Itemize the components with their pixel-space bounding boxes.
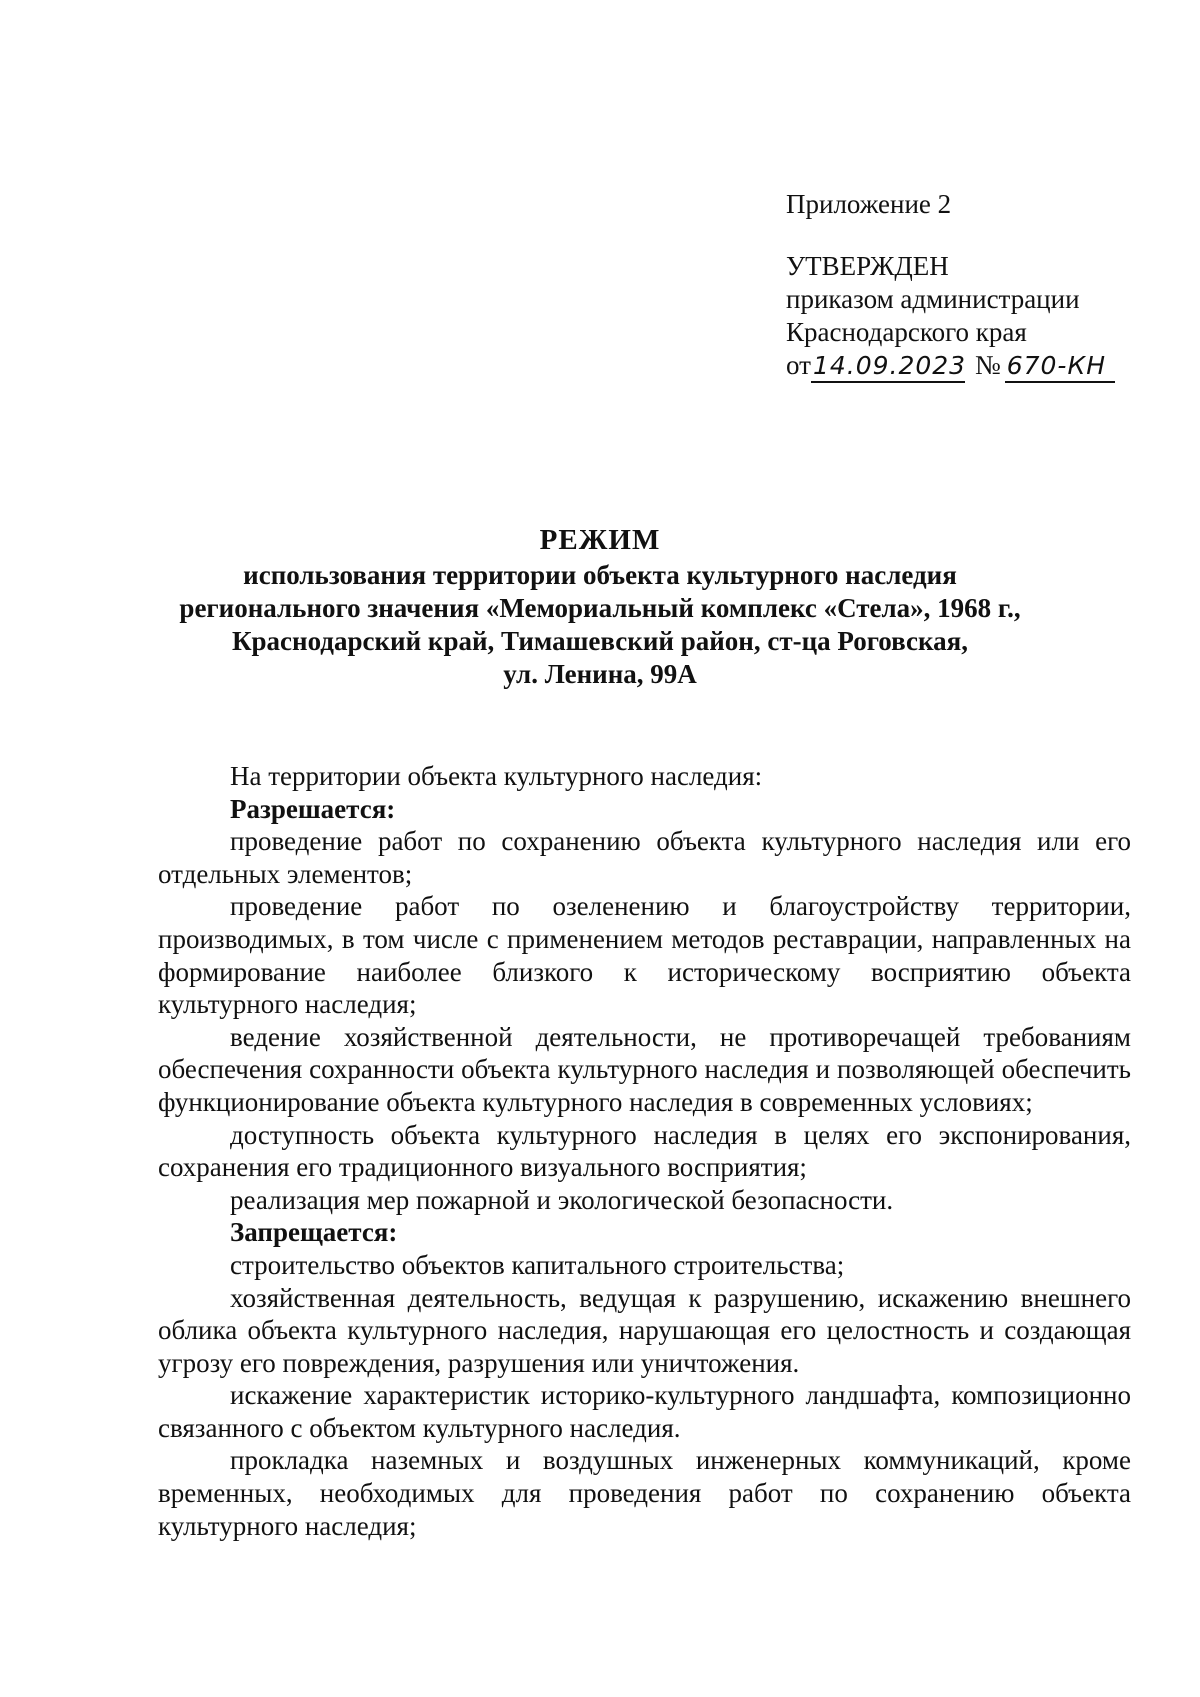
allowed-item: реализация мер пожарной и экологической безопасности.: [230, 1184, 894, 1215]
prohibited-item: хозяйственная деятельность, ведущая к разрушению, искажению внешнего облика объекта культурного наследия, нарушающая его целостность и создающая угрозу его повреждения, разрушения или уничтожения.: [158, 1282, 1131, 1378]
approval-authority-line2: Краснодарского края: [786, 317, 1027, 347]
approval-authority-line1: приказом администрации: [786, 284, 1080, 314]
handwritten-date: 14.09.2023: [811, 351, 965, 383]
title-line-3: Краснодарский край, Тимашевский район, ст-ца Роговская,: [231, 626, 969, 656]
title-line-4: ул. Ленина, 99А: [503, 659, 697, 689]
prohibited-item: искажение характеристик историко-культурного ландшафта, композиционно связанного с объектом культурного наследия.: [158, 1380, 1131, 1443]
allowed-item: доступность объекта культурного наследия в целях его экспонирования, сохранения его традиционного визуального восприятия;: [158, 1119, 1131, 1183]
title-main: РЕЖИМ: [539, 524, 661, 556]
allowed-item: ведение хозяйственной деятельности, не противоречащей требованиям обеспечения сохранности объекта культурного наследия и позволяющей обеспечить функционирование объекта культурного наследия в современных условиях;: [158, 1021, 1131, 1117]
annex-label: Приложение 2: [786, 189, 952, 219]
approved-label: УТВЕРЖДЕН: [786, 251, 949, 281]
document-title: [150, 524, 1050, 691]
handwritten-order-number: 670-КН: [1005, 351, 1115, 383]
document-body: [158, 760, 1131, 1542]
date-prefix: от: [786, 350, 811, 380]
number-sign: №: [974, 350, 1001, 380]
approval-date-number-row: [786, 349, 1146, 383]
prohibited-heading: Запрещается:: [230, 1217, 398, 1248]
title-line-1: использования территории объекта культурного наследия: [243, 560, 957, 590]
allowed-heading: Разрешается:: [230, 793, 396, 824]
title-line-2: регионального значения «Мемориальный комплекс «Стела», 1968 г.,: [179, 593, 1021, 623]
prohibited-item: строительство объектов капитального строительства;: [230, 1249, 845, 1280]
approval-block: [786, 188, 1146, 383]
allowed-item: проведение работ по сохранению объекта культурного наследия или его отдельных элементов;: [158, 826, 1131, 889]
allowed-item: проведение работ по озеленению и благоустройству территории, производимых, в том числе с применением методов реставрации, направленных на формирование наиболее близкого к историческому восприятию объекта культурного наследия;: [158, 891, 1131, 1020]
prohibited-item: прокладка наземных и воздушных инженерных коммуникаций, кроме временных, необходимых для проведения работ по сохранению объекта культурного наследия;: [158, 1445, 1131, 1541]
intro-paragraph: На территории объекта культурного наследия:: [230, 761, 763, 791]
